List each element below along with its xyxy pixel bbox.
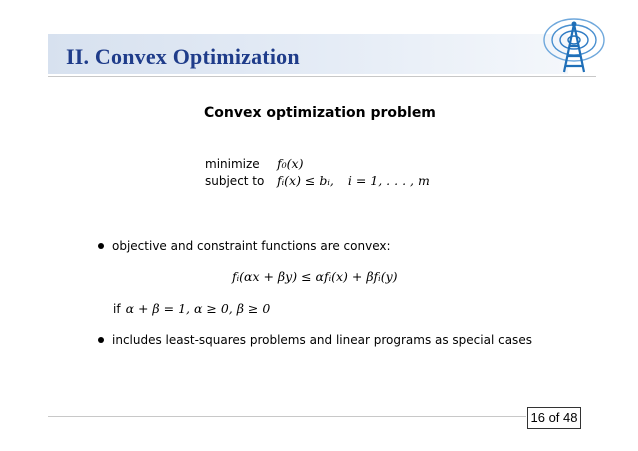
condition-expression: α + β = 1, α ≥ 0, β ≥ 0 xyxy=(125,301,271,316)
page-number: 16 of 48 xyxy=(527,407,581,429)
title-divider xyxy=(48,76,596,77)
convexity-equation: fᵢ(αx + βy) ≤ αfᵢ(x) + βfᵢ(y) xyxy=(232,269,398,284)
slide-title: II. Convex Optimization xyxy=(66,44,300,69)
radio-tower-logo-icon xyxy=(536,12,606,76)
bullet-convex-functions xyxy=(98,239,391,253)
index-range: i = 1, . . . , m xyxy=(347,173,430,188)
bullet-special-cases xyxy=(98,333,532,347)
minimize-label: minimize xyxy=(205,157,260,171)
section-heading: Convex optimization problem xyxy=(204,105,436,121)
bullet-dot xyxy=(98,243,104,249)
convexity-condition xyxy=(113,301,270,316)
footer-divider xyxy=(48,416,526,417)
condition-prefix: if xyxy=(113,302,121,316)
constraint-expression: fᵢ(x) ≤ bᵢ, xyxy=(277,173,334,188)
optimization-problem xyxy=(205,156,430,188)
objective-function: f₀(x) xyxy=(277,156,304,171)
subject-to-label: subject to xyxy=(205,174,265,188)
bullet-dot xyxy=(98,337,104,343)
bullet-text: objective and constraint functions are convex: xyxy=(112,239,391,253)
bullet-text: includes least-squares problems and linear programs as special cases xyxy=(112,333,532,347)
